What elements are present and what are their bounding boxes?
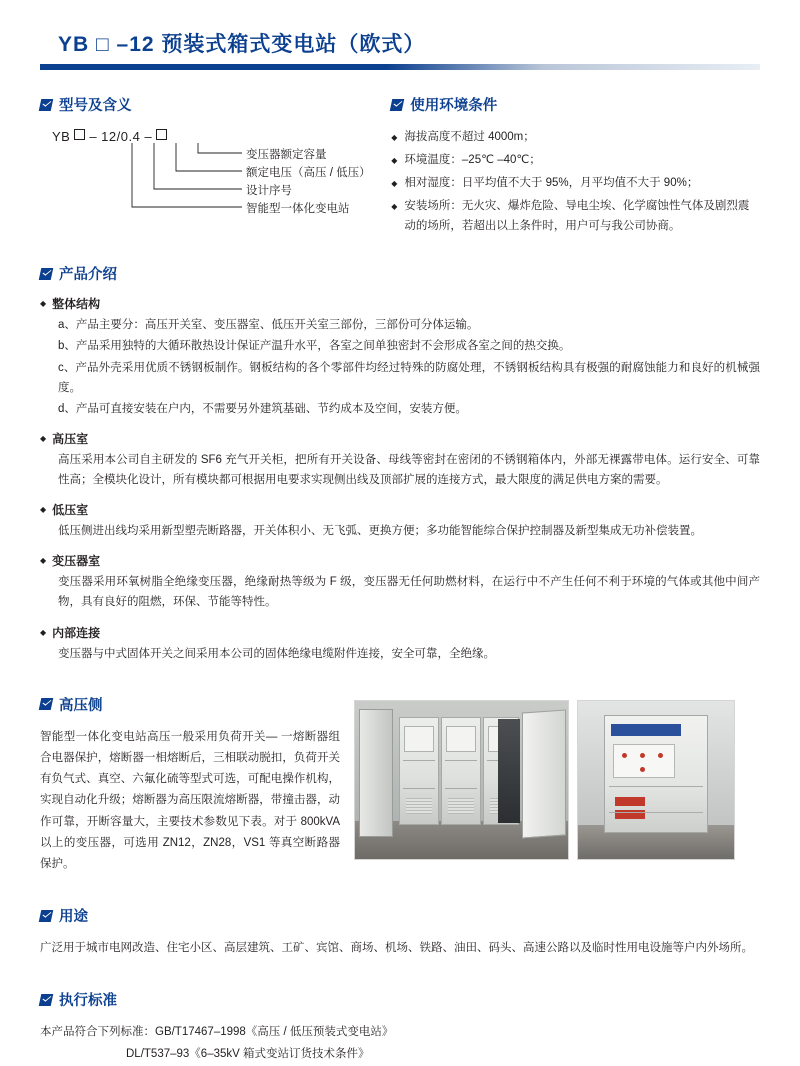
model-code-mid: – 12/0.4 –: [89, 129, 153, 144]
check-mark-icon: [39, 994, 54, 1006]
intro-group-title-3: 变压器室: [52, 554, 101, 569]
photo-cabinet-panel: [446, 726, 476, 752]
standard-section-title: 执行标准: [59, 993, 117, 1010]
standard-body: [40, 1022, 760, 1066]
header-divider: [40, 64, 760, 70]
model-diagram: [46, 129, 379, 225]
diamond-bullet-icon: ◆: [40, 556, 47, 566]
intro-para-0-3: d、产品可直接安装在户内，不需要另外建筑基础、节约成本及空间，安装方便。: [58, 402, 467, 415]
hv-paragraph: 智能型一体化变电站高压一般采用负荷开关— 一熔断器组合电器保护，熔断器一相熔断后，三相联动脱扣，负荷开关有负气式、真空、六氟化硫等型式可选，可配电操作机构，实现自动化升级；熔断器为高压限流熔断器，带撞击器，动作可靠，开断容量大，主要技术参数见下表。对于 800kVA 以上的变压器，可选用 ZN12，ZN28，VS1 等真空断路器保护。: [40, 730, 340, 871]
usage-section-title: 用途: [59, 909, 88, 926]
environment-item-3: 安装场所：无火灾、爆炸危险、导电尘埃、化学腐蚀性气体及剧烈震动的场所，若超出以上条件时，用户可与我公司协商。: [404, 200, 750, 233]
intro-para-4-0: 变压器与中式固体开关之间采用本公司的固体绝缘电缆附件连接，安全可靠，全绝缘。: [58, 647, 495, 660]
photo-swing-panel: [522, 709, 566, 838]
check-mark-icon: [39, 268, 54, 280]
intro-group-title-4: 内部连接: [52, 625, 101, 640]
top-columns: [40, 94, 760, 237]
model-label-2: 设计序号: [246, 185, 292, 197]
intro-para-3-0: 变压器采用环氧树脂全绝缘变压器，绝缘耐热等级为 F 级，变压器无任何助燃材料，在运行中不产生任何不利于环境的气体或其他中间产物，具有良好的阻燃，环保、节能等特性。: [58, 576, 760, 609]
model-section-title: 型号及含义: [59, 98, 132, 114]
standard-line-1: 本产品符合下列标准：GB/T17467–1998《高压 / 低压预装式变电站》: [40, 1026, 394, 1039]
photo-cabinet-seam: [403, 760, 435, 761]
intro-group-title-0: 整体结构: [52, 297, 101, 312]
intro-para-2-0: 低压侧进出线均采用新型塑壳断路器，开关体积小、无飞弧、更换方便；多功能智能综合保护控制器及新型集成无功补偿装置。: [58, 525, 702, 538]
intro-group-heading-2: [40, 501, 760, 518]
list-item: [391, 150, 760, 172]
check-mark-icon: [39, 99, 54, 111]
check-mark-icon: [39, 698, 54, 710]
model-section-heading: [40, 94, 379, 115]
intro-para-0-0: a、产品主要分：高压开关室、变压器室、低压开关室三部份，三部份可分体运输。: [58, 319, 479, 332]
product-intro-title: 产品介绍: [59, 267, 117, 284]
usage-paragraph: 广泛用于城市电网改造、住宅小区、高层建筑、工矿、宾馆、商场、机场、铁路、油田、码头、高速公路以及临时性用电设施等户内外场所。: [40, 942, 753, 955]
photo-indicator-lamp: [622, 753, 627, 758]
environment-section-title: 使用环境条件: [410, 98, 498, 114]
photo-cabinet-seam: [445, 760, 477, 761]
photo-indicator-lamp: [658, 753, 663, 758]
model-label-0: 变压器额定容量: [246, 149, 327, 161]
model-label-1: 额定电压（高压 / 低压）: [246, 167, 371, 179]
hv-section-title: 高压侧: [59, 697, 103, 714]
photo-cabinet-panel: [404, 726, 434, 752]
intro-group-heading-0: [40, 295, 760, 312]
diamond-bullet-icon: ◆: [391, 133, 398, 142]
diamond-bullet-icon: ◆: [391, 156, 398, 165]
diamond-bullet-icon: ◆: [40, 505, 47, 515]
standard-section: [40, 989, 760, 1066]
photo-cabinet-vent: [406, 798, 432, 814]
intro-para-0-1: b、产品采用独特的大循环散热设计保证产温升水平，各室之间单独密封不会形成各室之间的热交换。: [58, 340, 571, 353]
diamond-bullet-icon: ◆: [40, 433, 47, 443]
standard-section-heading: [40, 989, 760, 1010]
intro-group-heading-4: [40, 624, 760, 641]
model-code-prefix: YB: [52, 129, 71, 144]
photo-cabinet-seam: [609, 812, 703, 813]
environment-item-0: 海拔高度不超过 4000m；: [404, 131, 535, 143]
diamond-bullet-icon: ◆: [391, 179, 398, 188]
intro-group-heading-1: [40, 430, 760, 447]
photo-indicator-lamp: [640, 753, 645, 758]
photo-cabinet-1: [399, 717, 439, 825]
model-label-3: 智能型一体化变电站: [246, 203, 350, 215]
intro-group-title-1: 高压室: [52, 431, 89, 446]
standard-line-2: DL/T537–93《6–35kV 箱式变站订货技术条件》: [126, 1048, 370, 1061]
photo-cabinet-vent: [448, 798, 474, 814]
photo-cabinet-seam: [445, 788, 477, 789]
hv-section-heading: [40, 694, 340, 715]
diamond-bullet-icon: ◆: [40, 627, 47, 637]
photo-cabinet-seam: [403, 788, 435, 789]
usage-section-heading: [40, 905, 760, 926]
page-header: [0, 26, 800, 72]
list-item: [391, 127, 760, 149]
environment-item-2: 相对湿度：日平均值不大于 95%，月平均值不大于 90%；: [404, 177, 699, 189]
photo-cabinet-label-strip: [611, 724, 681, 736]
photo-red-marking: [615, 797, 645, 806]
usage-section: [40, 905, 760, 959]
check-mark-icon: [39, 910, 54, 922]
intro-para-0-2: c、产品外壳采用优质不锈钢板制作。钢板结构的各个零部件均经过特殊的防腐处理，不锈钢板结构具有极强的耐腐蚀能力和良好的机械强度。: [58, 361, 760, 394]
product-intro-heading: [40, 263, 760, 284]
photo-indicator-lamp: [640, 767, 645, 772]
environment-section: [391, 94, 760, 237]
diamond-bullet-icon: ◆: [391, 202, 398, 211]
intro-para-1-0: 高压采用本公司自主研发的 SF6 充气开关柜，把所有开关设备、母线等密封在密闭的不锈钢箱体内，外部无裸露带电体。运行安全、可靠性高；全模块化设计，所有模块都可根据用电要求实现侧出线及顶部扩展的连接方式，最大限度的满足供电方案的需要。: [58, 453, 760, 486]
intro-group-title-2: 低压室: [52, 503, 89, 518]
hv-side-section: [40, 694, 760, 876]
photo-mimic-diagram: [613, 744, 675, 778]
check-mark-icon: [390, 99, 405, 111]
intro-group-heading-3: [40, 552, 760, 569]
photo-cabinet-body: [604, 715, 708, 833]
photo-gallery: [354, 700, 735, 876]
list-item: [391, 173, 760, 195]
photo-cabinet-2: [441, 717, 481, 825]
photo-cabinet-interior-shadow: [498, 719, 520, 823]
photo-switchgear-room: [354, 700, 569, 860]
product-intro-section: [40, 263, 760, 663]
environment-item-1: 环境温度：–25℃ –40℃；: [404, 154, 541, 166]
diamond-bullet-icon: ◆: [40, 299, 47, 309]
photo-hv-cabinet: [577, 700, 735, 860]
photo-open-door: [359, 709, 393, 837]
photo-cabinet-seam: [609, 786, 703, 787]
model-section: [40, 94, 379, 237]
list-item: [391, 196, 760, 236]
page-title: YB □ –12 预装式箱式变电站（欧式）: [58, 33, 426, 56]
hv-text-column: [40, 694, 340, 876]
environment-section-heading: [391, 94, 760, 115]
environment-list: [391, 127, 760, 236]
